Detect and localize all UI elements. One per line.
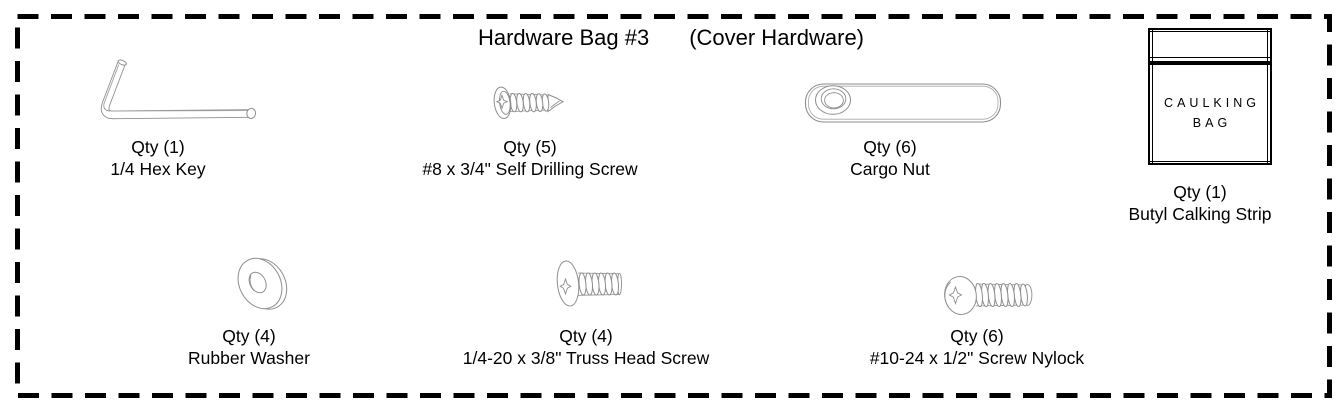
item-label-self-drilling-screw	[422, 137, 637, 180]
bag-text-line2: BAG	[1192, 115, 1232, 130]
bag-seal-bar	[1150, 61, 1270, 65]
title-bag-number: Hardware Bag #3	[477, 25, 650, 50]
bag-text-line1: CAULKING	[1164, 96, 1260, 110]
item-qty: Qty (4)	[222, 326, 276, 346]
screw-nylock-icon	[942, 274, 1032, 316]
self-drilling-screw-icon	[492, 86, 563, 119]
truss-head-screw-icon	[555, 260, 621, 307]
item-label-cargo-nut	[850, 137, 930, 180]
item-name: Butyl Calking Strip	[1128, 203, 1272, 224]
item-name: #10-24 x 1/2" Screw Nylock	[869, 347, 1085, 368]
cargo-nut-icon	[806, 84, 1001, 122]
rubber-washer-icon	[230, 249, 296, 319]
item-name: 1/4-20 x 3/8" Truss Head Screw	[462, 347, 710, 368]
item-label-rubber-washer	[188, 326, 310, 369]
bag-bottom-line	[1150, 161, 1270, 162]
item-qty: Qty (6)	[863, 137, 917, 157]
caulking-bag-icon	[1148, 28, 1272, 165]
item-label-screw-nylock	[870, 326, 1084, 369]
item-label-truss-head-screw	[463, 326, 709, 369]
item-qty: Qty (5)	[503, 137, 557, 157]
item-name: #8 x 3/4" Self Drilling Screw	[422, 158, 638, 179]
item-name: Rubber Washer	[188, 347, 310, 368]
item-qty: Qty (4)	[559, 326, 613, 346]
hex-key-icon	[104, 59, 257, 119]
item-label-butyl-calking-strip	[1129, 182, 1272, 225]
item-qty: Qty (1)	[131, 137, 185, 157]
item-label-hex-key	[110, 137, 205, 180]
item-name: 1/4 Hex Key	[110, 158, 206, 179]
bag-top-line	[1150, 31, 1270, 32]
item-name: Cargo Nut	[850, 158, 930, 179]
title-subtitle: (Cover Hardware)	[689, 25, 865, 50]
bag-text	[1150, 94, 1270, 133]
item-qty: Qty (6)	[950, 326, 1004, 346]
bag-zip-line	[1150, 57, 1270, 58]
item-qty: Qty (1)	[1173, 182, 1227, 202]
page-title	[0, 25, 1342, 51]
